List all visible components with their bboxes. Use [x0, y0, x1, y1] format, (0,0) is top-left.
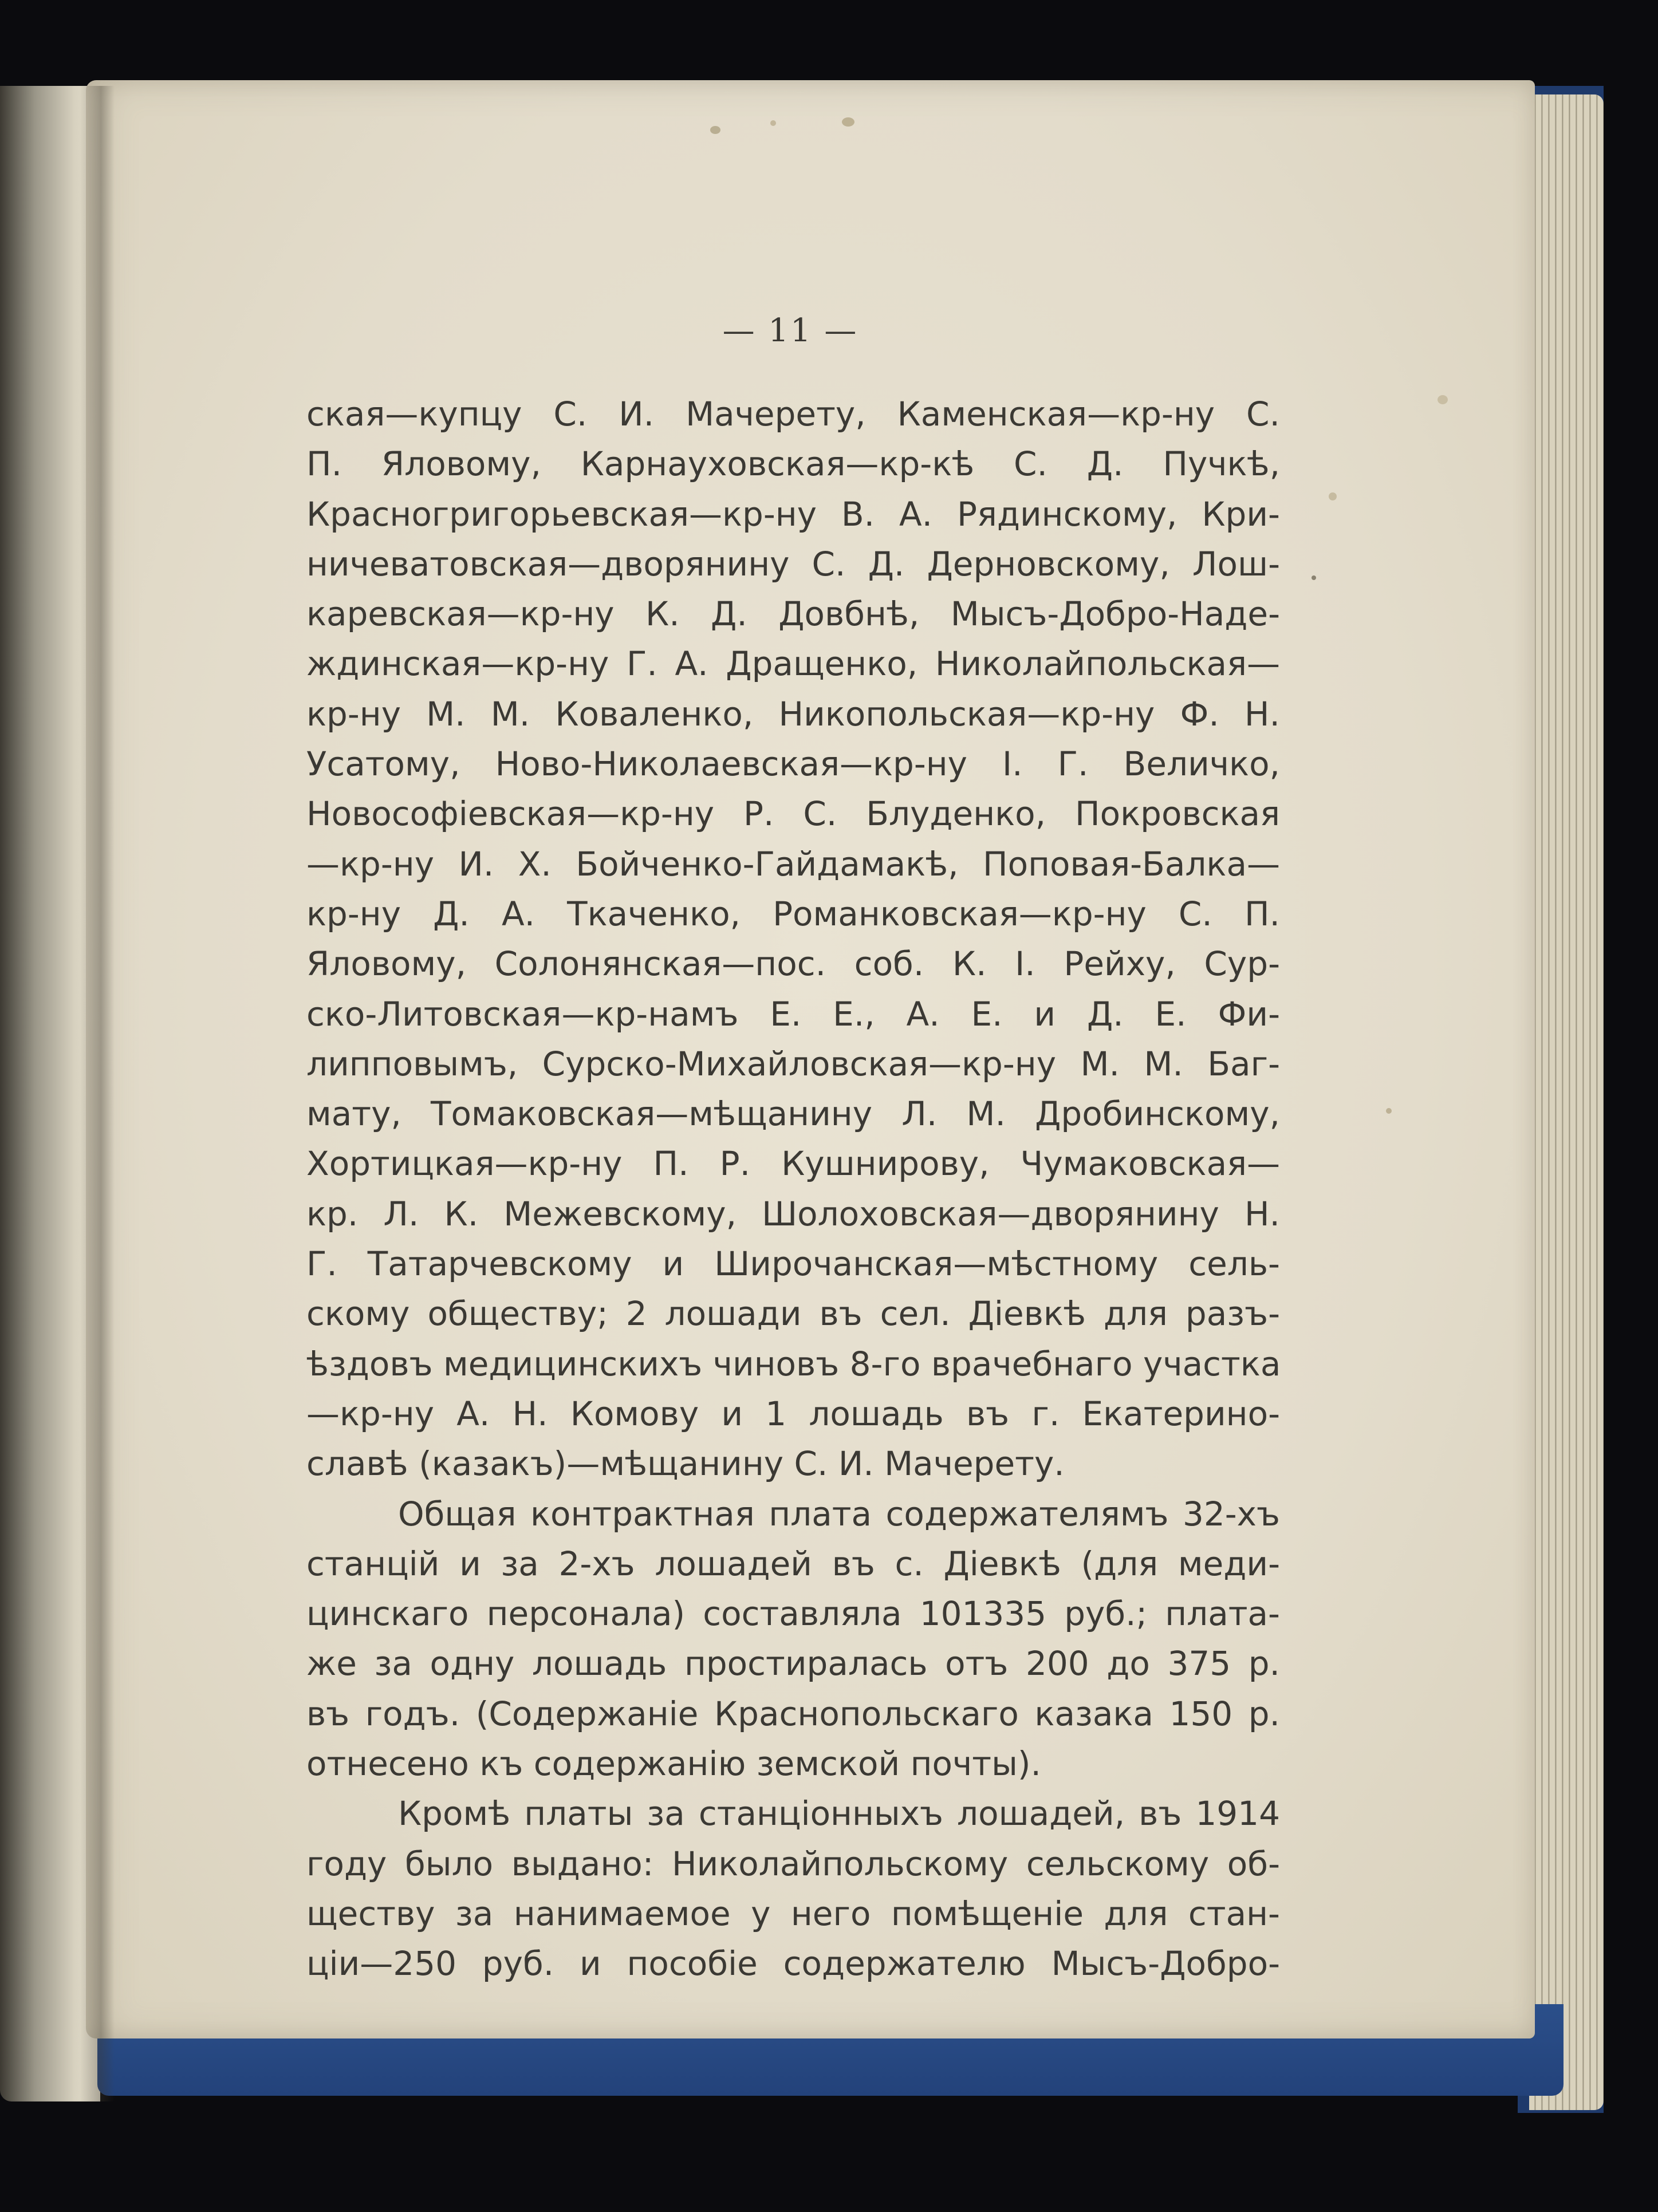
text-line: П. Яловому, Карнауховская—кр-кѣ С. Д. Пучкѣ, [306, 444, 1280, 484]
text-line: Г. Татарчевскому и Широчанская—мѣстному сель- [306, 1244, 1280, 1284]
text-line: ждинская—кр-ну Г. А. Дращенко, Николайпольская— [306, 644, 1280, 684]
text-line: славѣ (казакъ)—мѣщанину С. И. Мачерету. [306, 1444, 1065, 1484]
body-text [306, 389, 1280, 1989]
text-line: ществу за нанимаемое у него помѣщеніе для стан- [306, 1894, 1280, 1933]
text-line: Усатому, Ново-Николаевская—кр-ну І. Г. Величко, [306, 744, 1280, 784]
text-line: ская—купцу С. И. Мачерету, Каменская—кр-ну С. [306, 395, 1280, 433]
text-line: Красногригорьевская—кр-ну В. А. Рядинскому, Кри- [306, 494, 1280, 534]
text-line: —кр-ну А. Н. Комову и 1 лошадь въ г. Екатерино- [306, 1394, 1280, 1433]
text-line: году было выдано: Николайпольскому сельскому об- [306, 1844, 1280, 1883]
text-line: каревская—кр-ну К. Д. Довбнѣ, Мысъ-Добро-Наде- [306, 594, 1280, 634]
page-number: — 11 — [722, 312, 858, 349]
stain-mark [1386, 1108, 1392, 1114]
stain-mark [1312, 575, 1316, 580]
text-line: въ годъ. (Содержаніе Краснопольскаго казака 150 р. [306, 1694, 1280, 1733]
text-line: —кр-ну И. Х. Бойченко-Гайдамакѣ, Поповая-Балка— [306, 844, 1280, 884]
text-line: Общая контрактная плата содержателямъ 32-хъ [398, 1494, 1280, 1533]
text-line: Новософіевская—кр-ну Р. С. Блуденко, Покровская [306, 794, 1280, 834]
text-line: ско-Литовская—кр-намъ Е. Е., А. Е. и Д. Е. Фи- [306, 994, 1280, 1034]
text-line: же за одну лошадь простиралась отъ 200 до 375 р. [306, 1644, 1280, 1683]
stain-mark [1438, 395, 1448, 404]
stain-mark [710, 126, 720, 134]
text-line: кр. Л. К. Межевскому, Шолоховская—дворянину Н. [306, 1194, 1280, 1233]
text-line: станцій и за 2-хъ лошадей въ с. Діевкѣ (для меди- [306, 1544, 1280, 1583]
text-line: ціи—250 руб. и пособіе содержателю Мысъ-Добро- [306, 1944, 1280, 1984]
text-line: Кромѣ платы за станціонныхъ лошадей, въ 1914 [398, 1794, 1280, 1834]
text-line: отнесено къ содержанію земской почты). [306, 1744, 1041, 1784]
stain-mark [1329, 492, 1337, 500]
stain-mark [770, 120, 776, 126]
text-line: ничеватовская—дворянину С. Д. Дерновскому, Лош- [306, 544, 1280, 583]
text-line: скому обществу; 2 лошади въ сел. Діевкѣ для разъ- [306, 1294, 1280, 1334]
text-line: Хортицкая—кр-ну П. Р. Кушнирову, Чумаковская— [306, 1144, 1280, 1184]
spine-shadow [80, 86, 115, 2101]
text-line: Яловому, Солонянская—пос. соб. К. І. Рейху, Сур- [306, 944, 1280, 984]
text-line: липповымъ, Сурско-Михайловская—кр-ну М. М. Баг- [306, 1044, 1280, 1083]
stain-mark [842, 117, 854, 127]
page-stack [1529, 94, 1604, 2110]
text-line: кр-ну Д. А. Ткаченко, Романковская—кр-ну С. П. [306, 894, 1280, 933]
text-line: кр-ну М. М. Коваленко, Никопольская—кр-ну Ф. Н. [306, 694, 1280, 734]
text-line: ѣздовъ медицинскихъ чиновъ 8-го врачебнаго участка [306, 1344, 1281, 1383]
text-line: мату, Томаковская—мѣщанину Л. М. Дробинскому, [306, 1094, 1280, 1134]
text-line: цинскаго персонала) составляла 101335 руб.; плата- [306, 1594, 1280, 1634]
